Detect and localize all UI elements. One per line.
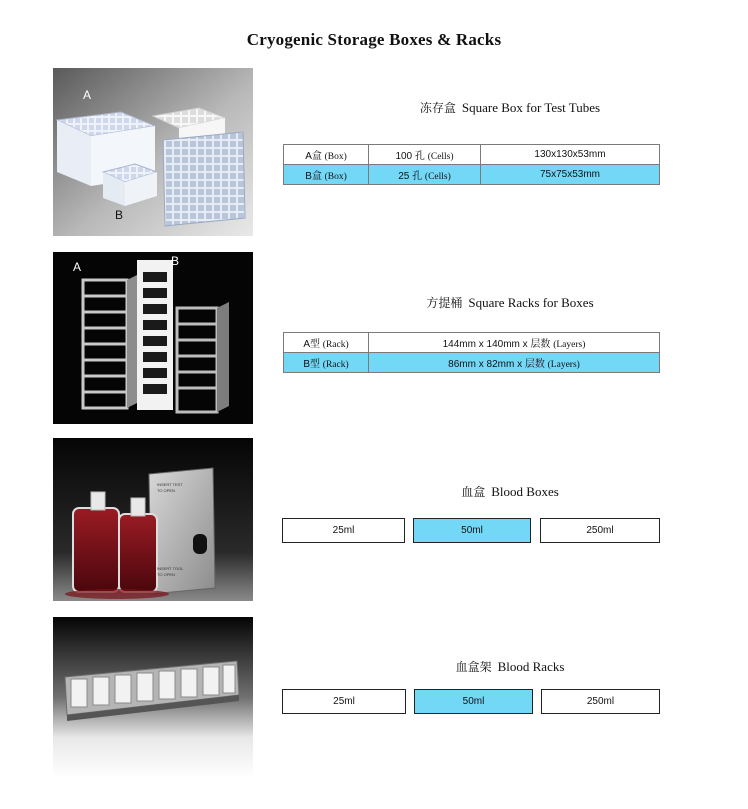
- type-cell: A盒 (Box): [284, 145, 369, 165]
- type-cell: B盒 (Box): [284, 165, 369, 185]
- square-rack-spec-table: [283, 332, 660, 373]
- section-heading-square-racks: [390, 294, 630, 311]
- holes-cell: 25 孔 (Cells): [369, 165, 481, 185]
- photo-text: INSERT TOOL: [157, 566, 184, 571]
- page-title: Cryogenic Storage Boxes & Racks: [246, 30, 502, 49]
- size-cell: 130x130x53mm: [481, 145, 660, 165]
- table-row: [284, 165, 660, 185]
- table-row: [284, 333, 660, 353]
- section-heading-square-box: [390, 99, 630, 116]
- heading-en: Square Box for Test Tubes: [461, 100, 601, 115]
- photo-text: INSERT TEST: [157, 482, 183, 487]
- type-cell: B型 (Rack): [284, 353, 369, 373]
- photo-label-b: B: [171, 254, 180, 268]
- heading-cn: 血盒架: [455, 660, 492, 674]
- table-row: [284, 353, 660, 373]
- heading-en: Blood Boxes: [491, 484, 559, 499]
- heading-cn: 方提桶: [426, 296, 463, 310]
- blood-rack-option-250ml[interactable]: 250ml: [541, 689, 660, 714]
- blood-box-photo: [53, 438, 253, 601]
- blood-rack-option-25ml[interactable]: 25ml: [282, 689, 406, 714]
- blood-rack-option-50ml[interactable]: 50ml: [414, 689, 533, 714]
- square-rack-photo: [53, 252, 253, 424]
- photo-text: TO OPEN: [157, 572, 175, 577]
- holes-cell: 100 孔 (Cells): [369, 145, 481, 165]
- dims-cell: 144mm x 140mm x 层数 (Layers): [369, 333, 660, 353]
- photo-label-a: A: [83, 88, 92, 102]
- blood-box-option-25ml[interactable]: 25ml: [282, 518, 405, 543]
- table-row: [284, 145, 660, 165]
- photo-text: TO OPEN: [157, 488, 175, 493]
- blood-rack-photo: [53, 617, 253, 778]
- size-cell: 75x75x53mm: [481, 165, 660, 185]
- dims-cell: 86mm x 82mm x 层数 (Layers): [369, 353, 660, 373]
- heading-en: Square Racks for Boxes: [468, 295, 594, 310]
- blood-box-option-50ml[interactable]: 50ml: [413, 518, 531, 543]
- type-cell: A型 (Rack): [284, 333, 369, 353]
- blood-box-option-250ml[interactable]: 250ml: [540, 518, 660, 543]
- square-box-spec-table: [283, 144, 660, 185]
- heading-cn: 冻存盒: [419, 101, 456, 115]
- heading-cn: 血盒: [461, 485, 486, 499]
- section-heading-blood-racks: [390, 658, 630, 675]
- photo-label-b: B: [115, 208, 124, 222]
- cryo-box-photo: [53, 68, 253, 236]
- photo-label-a: A: [73, 260, 82, 274]
- heading-en: Blood Racks: [497, 659, 565, 674]
- section-heading-blood-boxes: [390, 483, 630, 500]
